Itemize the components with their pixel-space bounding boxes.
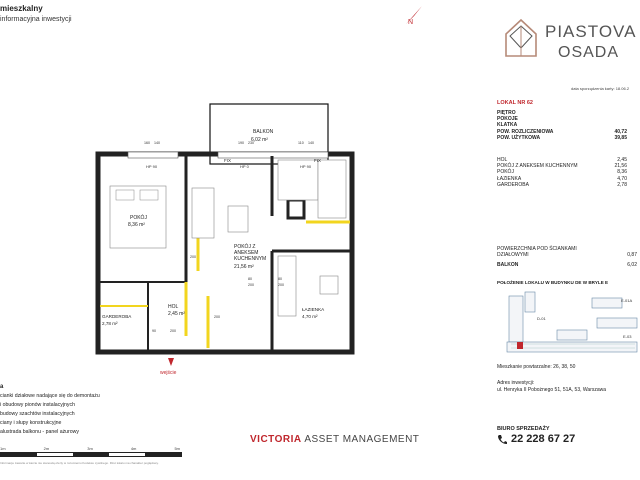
page-subtitle: informacyjna inwestycji <box>0 16 72 23</box>
map-label: E-03 <box>623 334 632 339</box>
scale-bar <box>0 452 182 457</box>
dim-label: 200 <box>214 315 220 319</box>
brand-name-line2: OSADA <box>558 44 620 61</box>
field-row: POKOJE <box>497 116 518 123</box>
address-label: Adres inwestycji: <box>497 380 535 386</box>
hp-label: HP 0 <box>240 164 249 169</box>
balcony-row: BALKON 6,02 <box>497 262 637 268</box>
legend-item: i obudowy pionów instalacyjnych <box>0 402 75 408</box>
dim-label: 200 <box>248 283 254 287</box>
dim-label: 200 <box>278 283 284 287</box>
unit-location-marker <box>517 342 523 349</box>
map-label: D-01 <box>537 316 546 321</box>
bath-area: 4,70 m² <box>302 314 318 319</box>
legend-item: budowy szachtów instalacyjnych <box>0 411 75 417</box>
field-row: POW. ROZLICZENIOWA 40,72 <box>497 128 627 135</box>
wardrobe-label: GARDEROBA <box>102 314 132 319</box>
legend-title: a <box>0 384 4 390</box>
legend-item: alustrada balkonu - panel ażurowy <box>0 429 80 435</box>
dim-label: 160 <box>144 141 150 145</box>
entrance-label: wejście <box>160 370 177 376</box>
dim-label: 200 <box>190 255 196 259</box>
field-row: PIĘTRO <box>497 110 516 116</box>
sales-phone[interactable]: 22 228 67 27 <box>497 433 575 445</box>
map-label: E-01A <box>621 298 633 303</box>
field-row: KLATKA <box>497 122 518 129</box>
hp-label: HP 90 <box>300 164 312 169</box>
north-arrow-icon <box>404 4 424 26</box>
balcony-label: BALKON <box>253 129 274 135</box>
svg-text:N: N <box>408 19 414 26</box>
entrance-arrow-icon <box>168 358 174 366</box>
phone-icon <box>497 434 508 445</box>
page-title: mieszkalny <box>0 4 43 13</box>
legend-item: cianki działowe nadające się do demontażu <box>0 393 100 399</box>
balcony-area: 6,02 m² <box>251 137 268 143</box>
legend <box>0 392 100 437</box>
card-date: data sporządzenia karty: 18.06.2 <box>571 86 630 91</box>
living-label: KUCHENNYM <box>234 256 267 262</box>
footnote: Informacje zawarte w karcie nie stanowią oferty w rozumieniu Kodeksu cywilnego. Rzut lokalu ma charakter poglądowy. <box>0 461 159 465</box>
dim-label: 140 <box>154 141 160 145</box>
room-label: POKÓJ <box>130 215 147 221</box>
wardrobe-area: 2,78 m² <box>102 321 118 326</box>
hp-label: HP 90 <box>146 164 158 169</box>
room-area: 8,36 m² <box>128 222 145 228</box>
room-row: ŁAZIENKA 4,70 <box>497 175 627 182</box>
field-row: POW. UŻYTKOWA 39,85 <box>497 134 627 141</box>
building-location-map <box>497 290 640 360</box>
brand-name-line1: PIASTOVA <box>545 22 637 41</box>
dim-label: 140 <box>308 141 314 145</box>
unit-title: LOKAL NR 62 <box>497 100 533 106</box>
dim-label: 80 <box>248 277 252 281</box>
fix-label: FIX <box>224 158 232 163</box>
company-name: VICTORIA ASSET MANAGEMENT <box>250 434 420 445</box>
living-label: POKÓJ Z <box>234 244 256 250</box>
dim-label: 190 <box>238 141 244 145</box>
dim-label: 80 <box>278 277 282 281</box>
sales-label: BIURO SPRZEDAŻY <box>497 426 550 432</box>
address-value: ul. Henryka II Pobożnego 51, 51A, 53, Warszawa <box>497 387 607 393</box>
room-row: POKÓJ 8,36 <box>497 169 627 176</box>
legend-item: ciany i słupy konstrukcyjne <box>0 420 62 426</box>
repeat-label: Mieszkanie powtarzalne: 26, 38, 50 <box>497 364 576 370</box>
living-area: 21,56 m² <box>234 264 254 270</box>
room-row: POKÓJ Z ANEKSEM KUCHENNYM 21,56 <box>497 163 627 170</box>
living-label: ANEKSEM <box>234 250 259 256</box>
room-row: HOL 2,45 <box>497 157 627 163</box>
dim-label: 90 <box>152 329 156 333</box>
scale-labels: 1m 2m 3m 4m 5m <box>0 446 180 451</box>
bath-label: ŁAZIENKA <box>302 307 325 312</box>
extra-area-row: POWIERZCHNIA POD ŚCIANKAMI DZIAŁOWYMI 0,87 <box>497 246 637 258</box>
dim-label: 200 <box>170 329 176 333</box>
dim-label: 110 <box>298 141 304 145</box>
unit-fields <box>497 110 627 141</box>
floor-plan <box>88 96 408 376</box>
hall-area: 2,45 m² <box>168 311 185 317</box>
fix-label: FIX <box>314 158 322 163</box>
dim-label: 230 <box>248 141 254 145</box>
hall-label: HOL <box>168 304 179 310</box>
unit-rooms <box>497 157 627 188</box>
room-row: GARDEROBA 2,78 <box>497 181 627 188</box>
location-title: POŁOŻENIE LOKALU W BUDYNKU DE W BRYLE E <box>497 280 609 285</box>
brand-logo-icon <box>504 18 538 58</box>
